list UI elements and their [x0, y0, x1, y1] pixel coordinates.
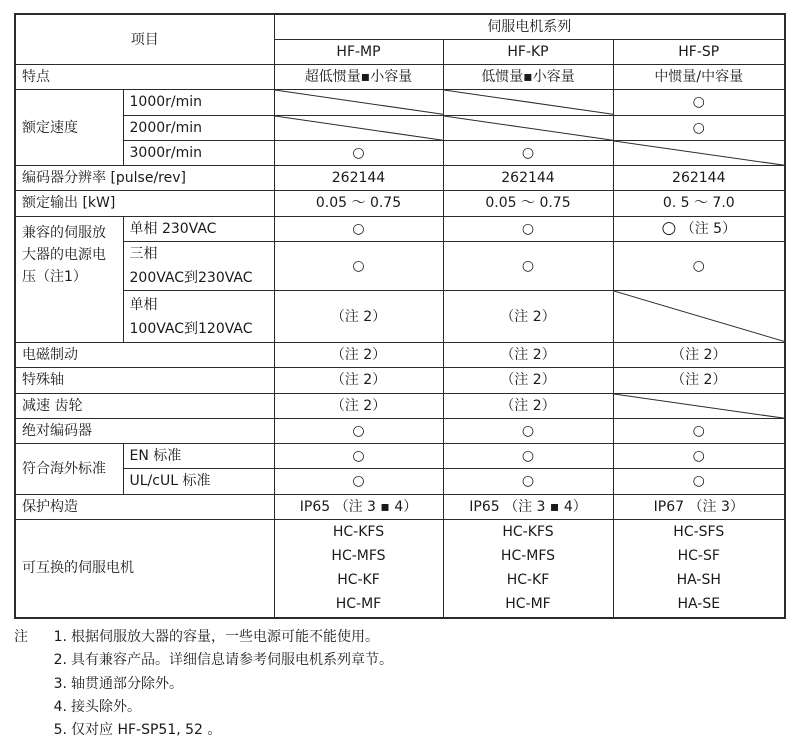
circle-mark: ○ [443, 444, 613, 469]
power-single-100-mp: （注 2） [274, 291, 443, 343]
shaft-mp: （注 2） [274, 368, 443, 393]
circle-mark: ○ [613, 241, 785, 291]
speed-1000: 1000r/min [123, 90, 274, 115]
output-mp: 0.05 ～ 0.75 [274, 191, 443, 216]
compatible-motor: HA-SH [676, 572, 721, 589]
feature-kp: 低惯量▪小容量 [443, 65, 613, 90]
footnote-item [14, 649, 784, 672]
compatible-motor: HC-SF [677, 548, 720, 565]
circle-mark: ○ [613, 469, 785, 494]
header-series: 伺服电机系列 [274, 14, 785, 39]
diagonal-slash [274, 115, 443, 140]
brake-kp: （注 2） [443, 342, 613, 367]
row-label-abs-encoder: 绝对编码器 [15, 418, 274, 443]
circle-mark: ○ [443, 418, 613, 443]
encoder-kp: 262144 [443, 166, 613, 191]
feature-sp: 中惯量/中容量 [613, 65, 785, 90]
power-single-100-line1: 单相 [129, 296, 158, 313]
row-label-compatible: 可互换的伺服电机 [15, 519, 274, 618]
brake-sp: （注 2） [613, 342, 785, 367]
feature-mp: 超低惯量▪小容量 [274, 65, 443, 90]
protection-mp: IP65 （注 3 ▪ 4） [274, 494, 443, 519]
speed-2000: 2000r/min [123, 115, 274, 140]
compatible-motor: HC-KF [506, 572, 550, 589]
row-label-gear: 减速 齿轮 [15, 393, 274, 418]
shaft-sp: （注 2） [613, 368, 785, 393]
note-5-ref: （注 5） [680, 221, 737, 238]
footnote-text: 仅对应 HF-SP51, 52 。 [71, 722, 222, 739]
power-single-230: 单相 230VAC [123, 216, 274, 241]
footnote-number: 3. [53, 675, 67, 692]
row-label-feature: 特点 [15, 65, 274, 90]
shaft-kp: （注 2） [443, 368, 613, 393]
row-label-rated-speed: 额定速度 [15, 90, 123, 166]
speed-3000: 3000r/min [123, 140, 274, 165]
row-label-standards: 符合海外标准 [15, 444, 123, 495]
compatible-motor: HC-MF [505, 596, 551, 613]
output-kp: 0.05 ～ 0.75 [443, 191, 613, 216]
power-single-230-sp [613, 216, 785, 241]
footnote-mark: 注 [14, 629, 28, 645]
protection-kp: IP65 （注 3 ▪ 4） [443, 494, 613, 519]
diagonal-slash [613, 291, 785, 343]
diagonal-slash [443, 90, 613, 115]
circle-mark: ○ [443, 241, 613, 291]
standard-en: EN 标准 [123, 444, 274, 469]
footnote-item [14, 696, 784, 719]
circle-mark: ○ [274, 444, 443, 469]
row-label-protection: 保护构造 [15, 494, 274, 519]
compatible-motor: HC-MFS [500, 548, 556, 565]
standard-ul: UL/cUL 标准 [123, 469, 274, 494]
compatible-motor: HC-MF [335, 596, 382, 613]
compatible-motor: HC-KF [337, 572, 380, 589]
footnote-number: 2. [53, 652, 67, 669]
compatible-motor: HC-MFS [331, 548, 386, 565]
circle-mark: ○ [274, 418, 443, 443]
power-single-100-line2: 100VAC到120VAC [129, 320, 253, 337]
power-single-100 [123, 291, 274, 343]
power-three-phase-line2: 200VAC到230VAC [129, 270, 253, 287]
footnote-text: 轴贯通部分除外。 [71, 675, 183, 692]
circle-mark: ○ [443, 469, 613, 494]
diagonal-slash [443, 115, 613, 140]
circle-mark: ○ [443, 216, 613, 241]
compatible-kp [443, 519, 613, 618]
circle-mark: ○ [274, 140, 443, 165]
encoder-mp: 262144 [274, 166, 443, 191]
compatible-motor: HC-KFS [332, 524, 385, 541]
footnote-item [14, 673, 784, 696]
compatible-sp [613, 519, 785, 618]
footnote-number: 1. [53, 629, 67, 645]
protection-sp: IP67 （注 3） [613, 494, 785, 519]
footnotes [14, 626, 784, 742]
compatible-motor: HC-SFS [673, 524, 725, 541]
gear-mp: （注 2） [274, 393, 443, 418]
brake-mp: （注 2） [274, 342, 443, 367]
circle-mark: ○ [443, 140, 613, 165]
header-item [15, 14, 274, 65]
power-single-100-kp: （注 2） [443, 291, 613, 343]
footnote-text: 接头除外。 [71, 698, 141, 715]
footnote-text: 根据伺服放大器的容量，一些电源可能不能使用。 [71, 629, 379, 645]
circle-mark: ○ [274, 241, 443, 291]
footnote-item [14, 719, 784, 742]
row-label-brake: 电磁制动 [15, 342, 274, 367]
row-label-output: 额定输出 [kW] [15, 191, 274, 216]
compatible-motor: HA-SE [677, 596, 721, 613]
encoder-sp: 262144 [613, 166, 785, 191]
spec-table [14, 13, 786, 619]
circle-mark: ○ [274, 216, 443, 241]
diagonal-slash [613, 140, 785, 165]
compatible-motor: HC-KFS [502, 524, 554, 541]
compatible-mp [274, 519, 443, 618]
row-label-power: 兼容的伺服放大器的电源电压（注1） [15, 216, 123, 342]
header-model-mp: HF-MP [274, 39, 443, 64]
circle-mark: ○ [613, 90, 785, 115]
circle-mark: ○ [274, 469, 443, 494]
circle-mark: ○ [613, 418, 785, 443]
gear-kp: （注 2） [443, 393, 613, 418]
diagonal-slash [613, 393, 785, 418]
footnote-text: 具有兼容产品。详细信息请参考伺服电机系列章节。 [71, 652, 393, 669]
header-model-kp: HF-KP [443, 39, 613, 64]
footnote-number: 5. [53, 722, 67, 739]
power-three-phase [123, 241, 274, 291]
footnote-item [14, 626, 784, 649]
power-three-phase-line1: 三相 [129, 246, 158, 263]
row-label-encoder: 编码器分辨率 [pulse/rev] [15, 166, 274, 191]
header-model-sp: HF-SP [613, 39, 785, 64]
diagonal-slash [274, 90, 443, 115]
output-sp: 0. 5 ～ 7.0 [613, 191, 785, 216]
circle-mark: ○ [613, 444, 785, 469]
row-label-shaft: 特殊轴 [15, 368, 274, 393]
circle-mark: ○ [661, 218, 677, 239]
footnote-number: 4. [53, 698, 67, 715]
circle-mark: ○ [613, 115, 785, 140]
header-item-label: 项目 [130, 31, 159, 48]
